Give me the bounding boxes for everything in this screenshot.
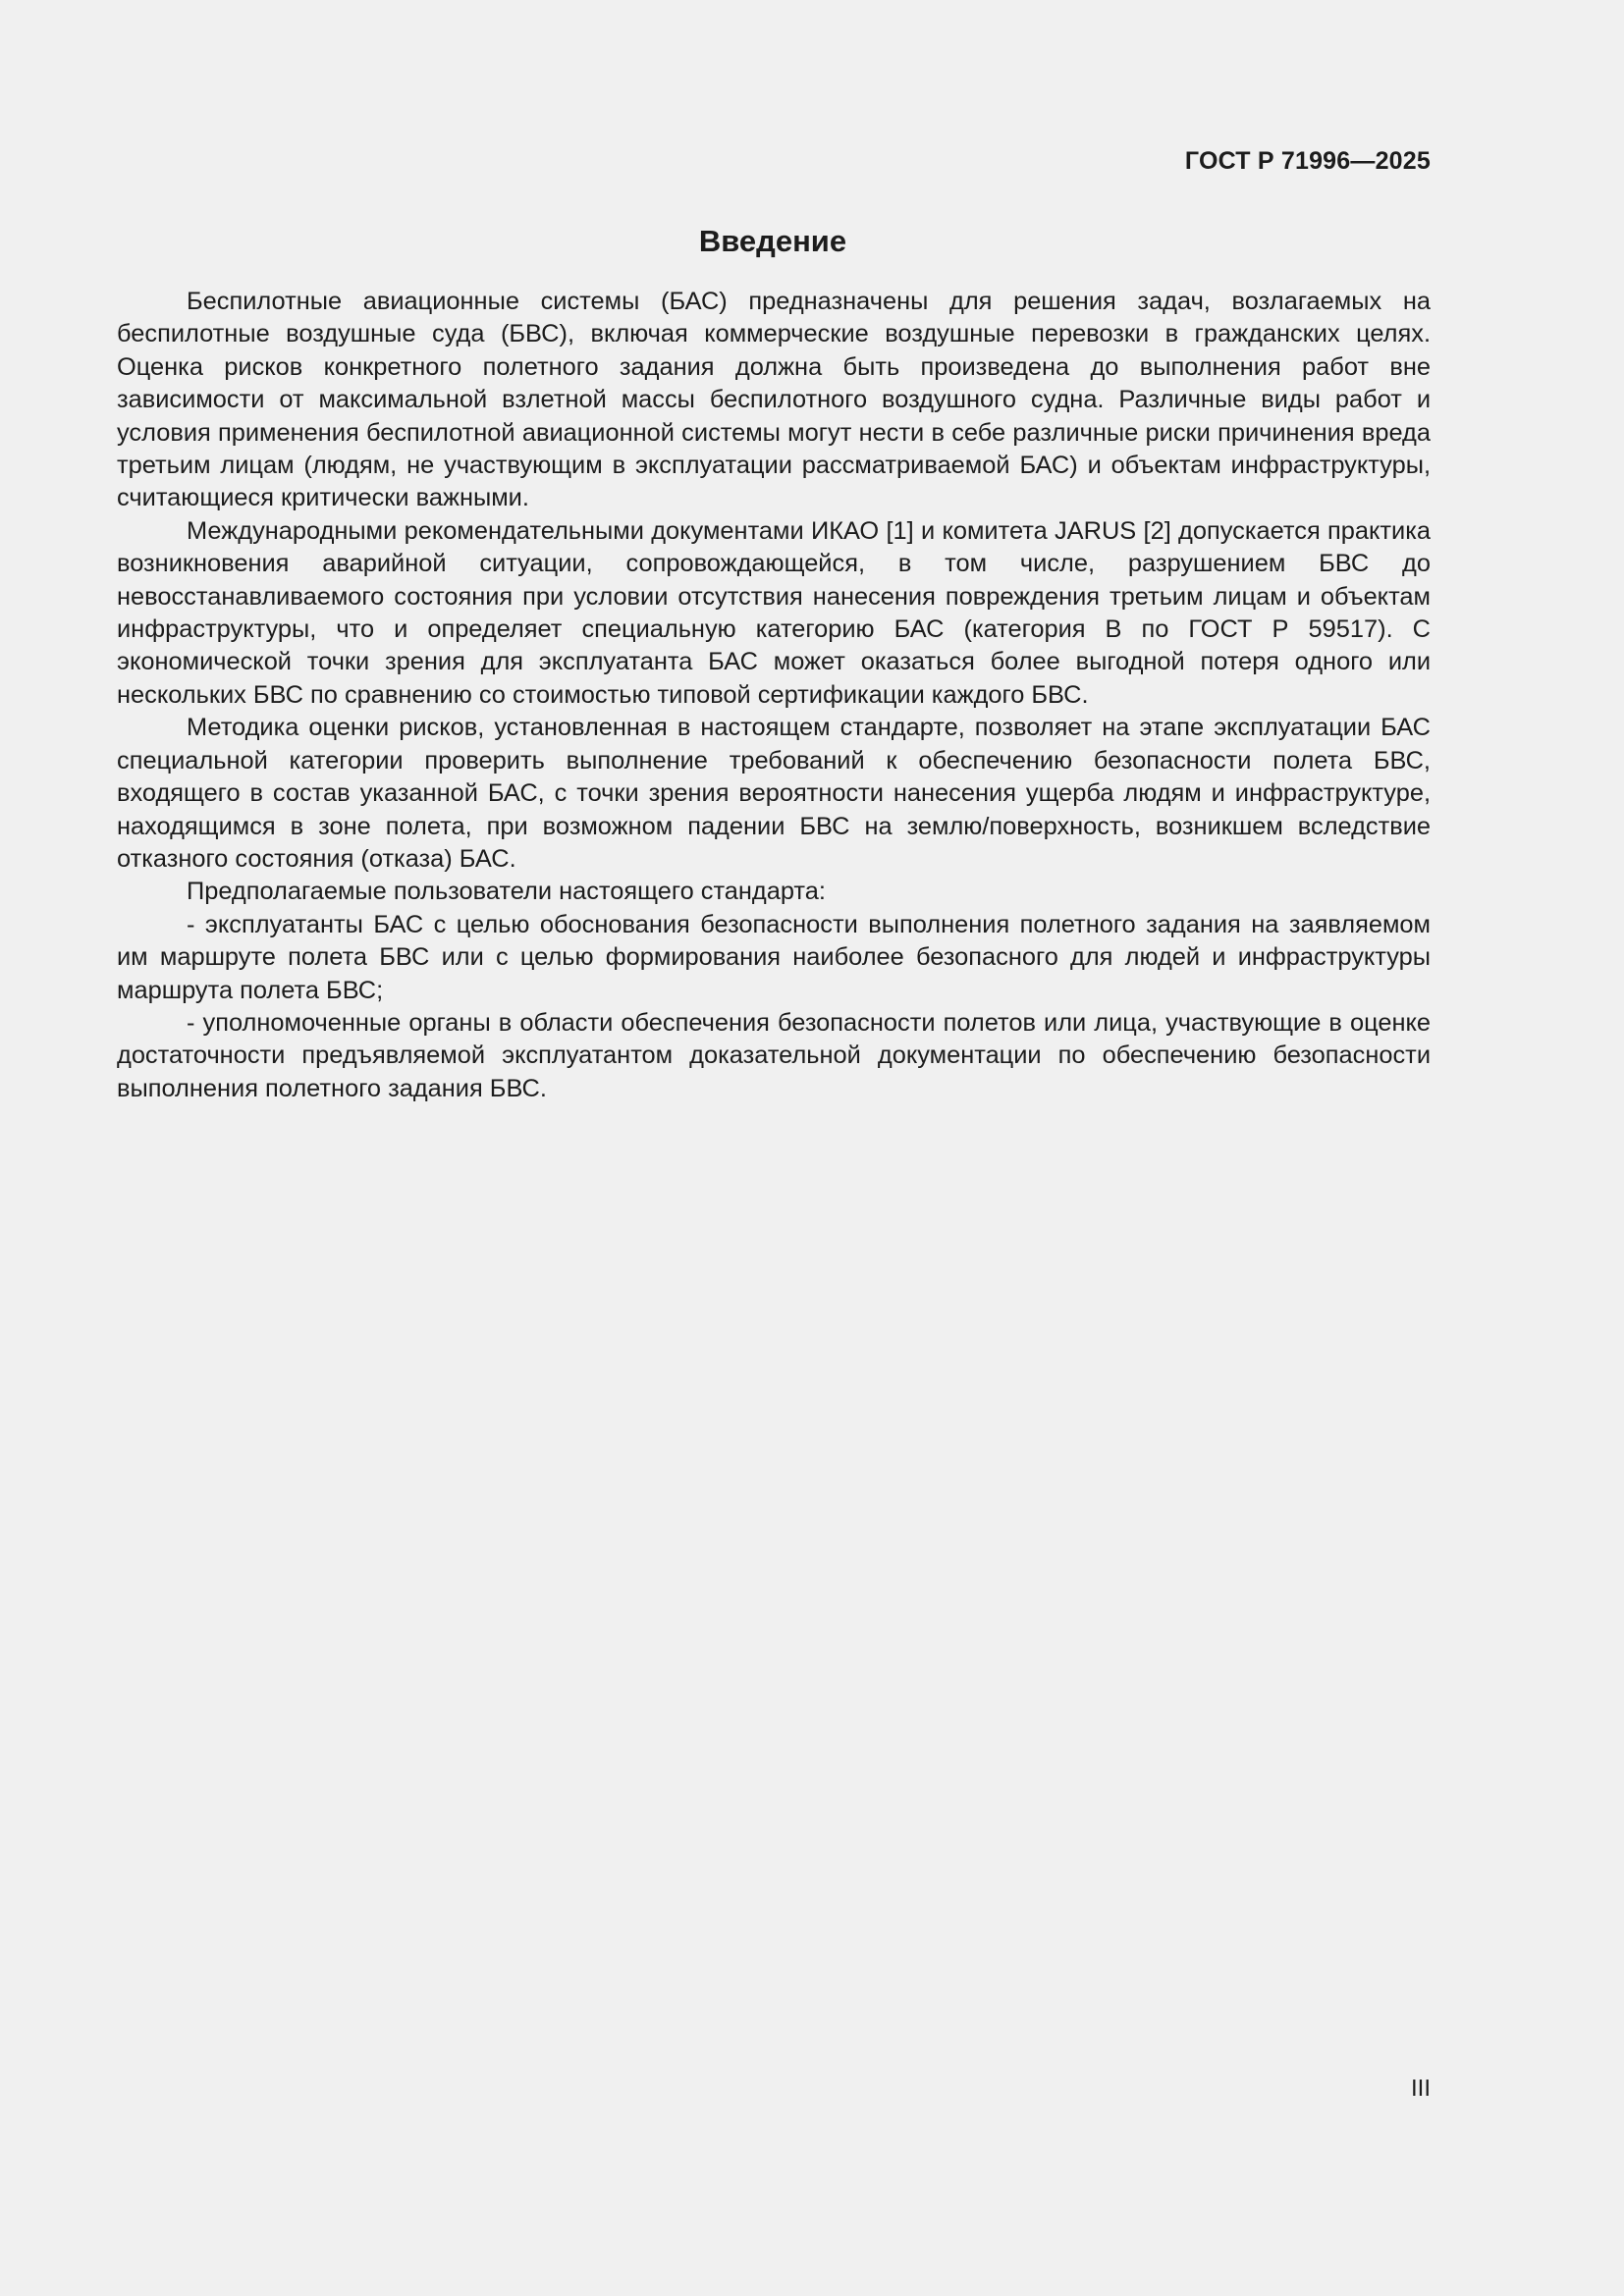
section-body [117,286,1431,1105]
list-item: - эксплуатанты БАС с целью обоснования безопасности выполнения полетного задания на заявляемом им маршруте полета БВС или с целью формирования наиболее безопасного для людей и инфраструктуры маршрута полета БВС; [117,910,1431,1004]
list-item: - уполномоченные органы в области обеспечения безопасности полетов или лица, участвующие в оценке достаточности предъявляемой эксплуатантом доказательной документации по обеспечению безопасности выполнения полетного задания БВС. [117,1008,1431,1102]
section-title: Введение [698,224,847,258]
paragraph: Международными рекомендательными документами ИКАО [1] и комитета JARUS [2] допускается практика возникновения аварийной ситуации, сопровождающейся, в том числе, разрушением БВС до невосстанавливаемого состояния при условии отсутствия нанесения повреждения третьим лицам и объектам инфраструктуры, что и определяет специальную категорию БАС (категория В по ГОСТ Р 59517). С экономической точки зрения для эксплуатанта БАС может оказаться более выгодной потеря одного или нескольких БВС по сравнению со стоимостью типовой сертификации каждого БВС. [117,516,1431,709]
paragraph: Беспилотные авиационные системы (БАС) предназначены для решения задач, возлагаемых на беспилотные воздушные суда (БВС), включая коммерческие воздушные перевозки в гражданских целях. Оценка рисков конкретного полетного задания должна быть произведена до выполнения работ вне зависимости от максимальной взлетной массы беспилотного воздушного судна. Различные виды работ и условия применения беспилотной авиационной системы могут нести в себе различные риски причинения вреда третьим лицам (людям, не участвующим в эксплуатации рассматриваемой БАС) и объектам инфраструктуры, считающиеся критически важными. [117,288,1431,512]
paragraph: Методика оценки рисков, установленная в настоящем стандарте, позволяет на этапе эксплуатации БАС специальной категории проверить выполнение требований к обеспечению безопасности полета БВС, входящего в состав указанной БАС, с точки зрения вероятности нанесения ущерба людям и инфраструктуре, находящимся в зоне полета, при возможном падении БВС на землю/поверхность, возникшем вследствие отказного состояния (отказа) БАС. [117,714,1431,873]
page-number: III [1410,2075,1431,2102]
document-code: ГОСТ Р 71996—2025 [1184,147,1431,175]
paragraph: Предполагаемые пользователи настоящего стандарта: [187,878,826,906]
